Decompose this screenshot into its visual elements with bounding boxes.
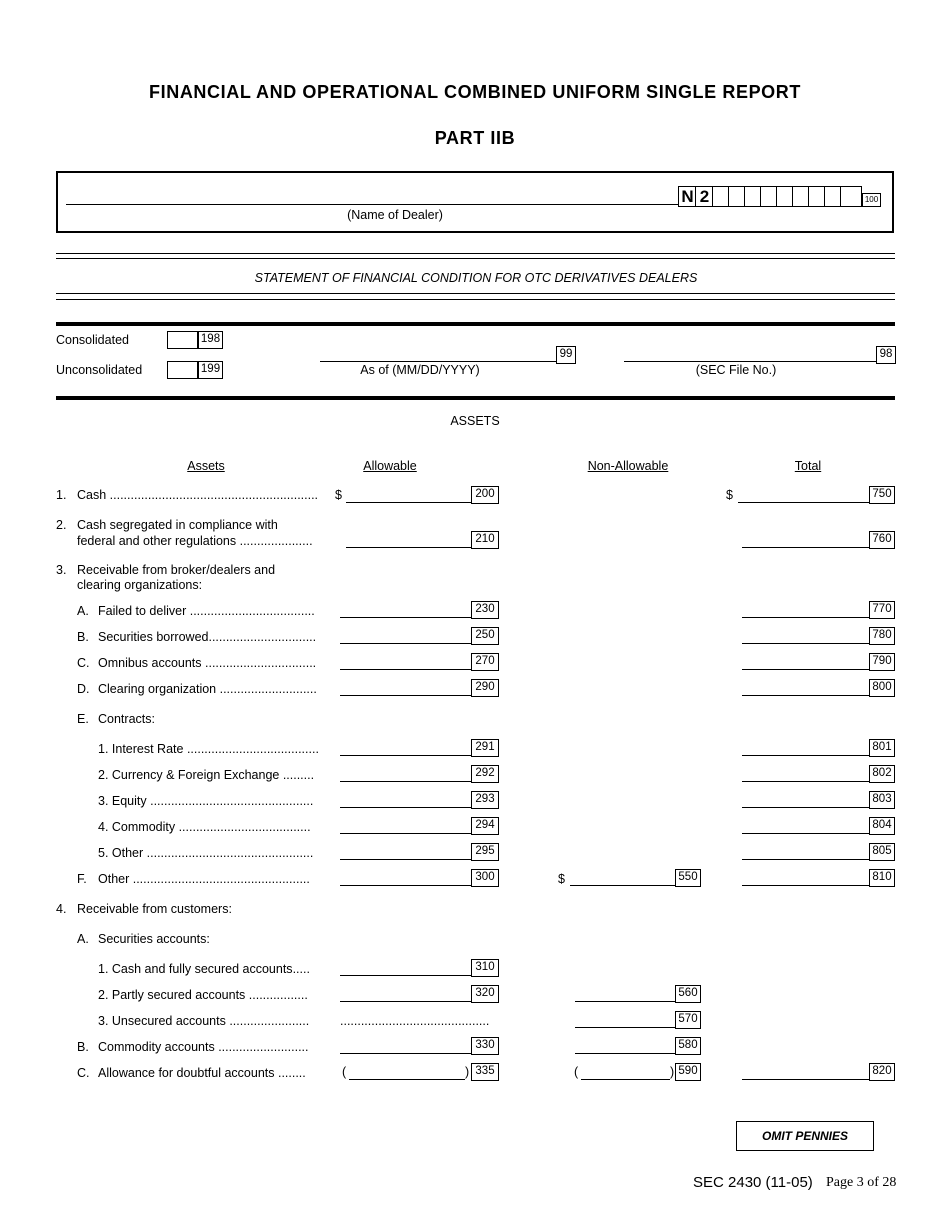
total-code: 820	[869, 1063, 895, 1081]
line-label: 3. Unsecured accounts .......................	[98, 1014, 310, 1028]
non-allowable-code: 590	[675, 1063, 701, 1081]
allowable-code: 320	[471, 985, 499, 1003]
total-field[interactable]	[742, 533, 869, 548]
line-number: 2.	[56, 518, 67, 532]
col-header-non-allowable: Non-Allowable	[587, 459, 669, 473]
paren-open: (	[342, 1065, 347, 1079]
dealer-id-cell[interactable]	[840, 186, 862, 207]
paren-close: )	[465, 1065, 470, 1079]
total-field[interactable]	[742, 845, 869, 860]
non-allowable-code: 570	[675, 1011, 701, 1029]
non-allowable-field[interactable]	[581, 1065, 670, 1080]
line-number: 4.	[56, 902, 67, 916]
consolidated-label: Consolidated	[56, 333, 129, 347]
total-code: 802	[869, 765, 895, 783]
non-allowable-code: 550	[675, 869, 701, 887]
as-of-date-field[interactable]	[320, 347, 556, 362]
line-label: Securities borrowed...............................	[98, 630, 317, 644]
line-label: Clearing organization ............................	[98, 682, 317, 696]
line-letter: A.	[77, 604, 89, 618]
allowable-field[interactable]	[340, 767, 471, 782]
line-label: 1. Cash and fully secured accounts.....	[98, 962, 310, 976]
line-label: Securities accounts:	[98, 932, 210, 946]
consolidated-checkbox[interactable]	[167, 331, 198, 349]
allowable-code: 295	[471, 843, 499, 861]
line-letter: B.	[77, 1040, 89, 1054]
line-label: 1. Interest Rate ......................................	[98, 742, 319, 756]
allowable-field[interactable]	[349, 1065, 465, 1080]
allowable-code: 230	[471, 601, 499, 619]
col-header-allowable: Allowable	[363, 459, 417, 473]
total-code: 800	[869, 679, 895, 697]
total-code: 805	[869, 843, 895, 861]
total-field[interactable]	[742, 629, 869, 644]
line-letter: F.	[77, 872, 87, 886]
thick-divider	[56, 322, 895, 326]
dollar-sign: $	[335, 488, 342, 502]
allowable-code: 292	[471, 765, 499, 783]
allowable-field[interactable]	[340, 987, 471, 1002]
total-field[interactable]	[742, 793, 869, 808]
footer-page: Page 3 of 28	[826, 1175, 897, 1190]
total-code: 770	[869, 601, 895, 619]
paren-close: )	[670, 1065, 675, 1079]
line-label: Receivable from broker/dealers and	[77, 563, 276, 577]
line-letter: C.	[77, 1066, 90, 1080]
total-field[interactable]	[742, 741, 869, 756]
total-code: 780	[869, 627, 895, 645]
non-allowable-field[interactable]	[575, 987, 675, 1002]
allowable-field[interactable]	[340, 845, 471, 860]
allowable-code: 330	[471, 1037, 499, 1055]
footer-form: SEC 2430 (11-05)	[693, 1174, 813, 1191]
line-label: Receivable from customers:	[77, 902, 232, 916]
sec-file-code: 98	[876, 346, 896, 364]
total-code: 803	[869, 791, 895, 809]
allowable-code: 335	[471, 1063, 499, 1081]
sec-file-field[interactable]	[624, 347, 876, 362]
total-field[interactable]	[742, 767, 869, 782]
line-label: Allowance for doubtful accounts ........	[98, 1066, 306, 1080]
line-label: Commodity accounts ..........................	[98, 1040, 309, 1054]
dollar-sign: $	[558, 872, 565, 886]
non-allowable-code: 560	[675, 985, 701, 1003]
unconsolidated-checkbox[interactable]	[167, 361, 198, 379]
report-title: FINANCIAL AND OPERATIONAL COMBINED UNIFORM SINGLE REPORT	[149, 82, 801, 102]
total-field[interactable]	[742, 819, 869, 834]
allowable-code: 300	[471, 869, 499, 887]
dealer-id-char-1: N	[678, 186, 697, 207]
total-code: 790	[869, 653, 895, 671]
line-letter: A.	[77, 932, 89, 946]
allowable-code: 293	[471, 791, 499, 809]
thick-divider	[56, 396, 895, 400]
total-code: 760	[869, 531, 895, 549]
line-label: 5. Other ................................................	[98, 846, 314, 860]
line-label: 2. Partly secured accounts .................	[98, 988, 308, 1002]
line-label: 3. Equity ...............................................	[98, 794, 314, 808]
allowable-leader: ...........................................	[340, 1014, 490, 1028]
total-field[interactable]	[742, 871, 869, 886]
allowable-code: 250	[471, 627, 499, 645]
allowable-field[interactable]	[340, 793, 471, 808]
line-label: Cash ............................................................	[77, 488, 319, 502]
line-label: Other ...................................................	[98, 872, 310, 886]
total-code: 750	[869, 486, 895, 504]
line-label: 4. Commodity ......................................	[98, 820, 311, 834]
total-code: 810	[869, 869, 895, 887]
allowable-field[interactable]	[340, 741, 471, 756]
non-allowable-field[interactable]	[575, 1013, 675, 1028]
non-allowable-code: 580	[675, 1037, 701, 1055]
allowable-code: 290	[471, 679, 499, 697]
total-code: 804	[869, 817, 895, 835]
divider	[56, 253, 895, 254]
divider	[56, 299, 895, 300]
dealer-name-label: (Name of Dealer)	[347, 208, 443, 222]
consolidated-code: 198	[198, 331, 223, 349]
allowable-field[interactable]	[340, 871, 471, 886]
non-allowable-field[interactable]	[570, 871, 675, 886]
total-field[interactable]	[742, 603, 869, 618]
sec-file-label: (SEC File No.)	[695, 363, 777, 377]
allowable-field[interactable]	[346, 533, 471, 548]
line-label: clearing organizations:	[77, 578, 203, 592]
allowable-field[interactable]	[340, 655, 471, 670]
divider	[56, 293, 895, 294]
line-label: federal and other regulations .....................	[77, 534, 313, 548]
allowable-field[interactable]	[340, 603, 471, 618]
dealer-box-code: 100	[862, 193, 881, 207]
allowable-field[interactable]	[340, 819, 471, 834]
line-number: 3.	[56, 563, 67, 577]
part-title: PART IIB	[434, 128, 516, 148]
line-label: Contracts:	[98, 712, 155, 726]
allowable-code: 294	[471, 817, 499, 835]
line-label: Cash segregated in compliance with	[77, 518, 278, 532]
allowable-field[interactable]	[340, 961, 471, 976]
total-field[interactable]	[742, 655, 869, 670]
allowable-code: 310	[471, 959, 499, 977]
divider	[56, 258, 895, 259]
non-allowable-field[interactable]	[575, 1039, 675, 1054]
as-of-label: As of (MM/DD/YYYY)	[360, 363, 480, 377]
line-letter: D.	[77, 682, 90, 696]
total-code: 801	[869, 739, 895, 757]
total-field[interactable]	[742, 1065, 869, 1080]
section-title: ASSETS	[450, 414, 500, 428]
as-of-code: 99	[556, 346, 576, 364]
dollar-sign: $	[726, 488, 733, 502]
allowable-field[interactable]	[340, 681, 471, 696]
allowable-code: 291	[471, 739, 499, 757]
allowable-field[interactable]	[346, 488, 471, 503]
allowable-field[interactable]	[340, 629, 471, 644]
omit-pennies-box: OMIT PENNIES	[736, 1121, 874, 1151]
allowable-code: 200	[471, 486, 499, 504]
total-field[interactable]	[742, 681, 869, 696]
line-label: Failed to deliver ....................................	[98, 604, 315, 618]
col-header-assets: Assets	[187, 459, 225, 473]
statement-title: STATEMENT OF FINANCIAL CONDITION FOR OTC DERIVATIVES DEALERS	[254, 271, 698, 285]
line-letter: C.	[77, 656, 90, 670]
col-header-total: Total	[794, 459, 822, 473]
allowable-code: 270	[471, 653, 499, 671]
line-number: 1.	[56, 488, 67, 502]
line-letter: B.	[77, 630, 89, 644]
unconsolidated-label: Unconsolidated	[56, 363, 143, 377]
line-label: Omnibus accounts ................................	[98, 656, 317, 670]
allowable-code: 210	[471, 531, 499, 549]
allowable-field[interactable]	[340, 1039, 471, 1054]
line-label: 2. Currency & Foreign Exchange .........	[98, 768, 315, 782]
paren-open: (	[574, 1065, 579, 1079]
total-field[interactable]	[738, 488, 869, 503]
dealer-id-char-2: 2	[695, 186, 714, 207]
dealer-name-field[interactable]	[66, 190, 678, 205]
line-letter: E.	[77, 712, 89, 726]
unconsolidated-code: 199	[198, 361, 223, 379]
